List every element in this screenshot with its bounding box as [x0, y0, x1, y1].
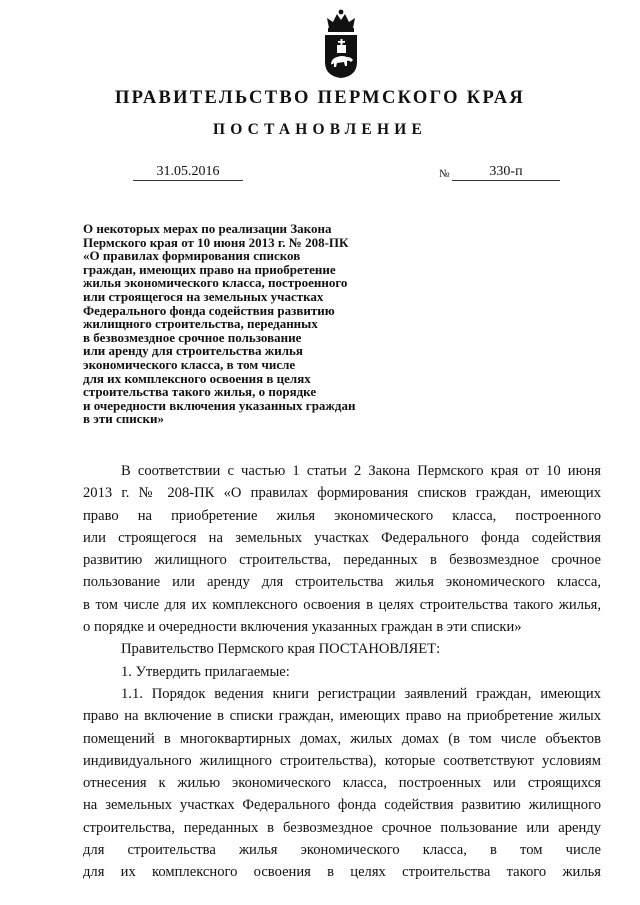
subject-line: для их комплексного освоения в целях	[83, 370, 311, 386]
subject-line: Федерального фонда содействия развитию	[83, 302, 335, 318]
perm-krai-coat-of-arms	[322, 6, 360, 78]
body-line: в том числе для их комплексного освоения в целях строительства такого жилья,	[83, 596, 601, 613]
subject-line: жилья экономического класса, построенного	[83, 275, 348, 291]
document-subject	[83, 222, 413, 426]
body-line: право на приобретение жилья экономического класса, построенного	[83, 507, 601, 524]
subject-line: строительства такого жилья, о порядке	[83, 384, 317, 400]
body-line: право на включение в списки граждан, имеющих право на приобретение жилых	[83, 708, 601, 725]
document-body	[83, 460, 601, 884]
body-line: на земельных участках Федерального фонда содействия развитию жилищного	[83, 797, 601, 814]
subject-line: «О правилах формирования списков	[83, 248, 301, 264]
body-line: Правительство Пермского края ПОСТАНОВЛЯЕТ:	[121, 641, 441, 658]
subject-line: в безвозмездное срочное пользование	[83, 329, 302, 345]
body-line: о порядке и очередности включения указанных граждан в эти списки»	[83, 619, 522, 636]
document-type-title: ПОСТАНОВЛЕНИЕ	[212, 121, 428, 138]
body-line: строительства, переданных в безвозмездное срочное пользование или аренду	[83, 819, 601, 836]
body-line: 2013 г. № 208-ПК «О правилах формирования списков граждан, имеющих	[83, 485, 601, 502]
body-line: для строительства жилья экономического класса, в том числе	[83, 842, 601, 859]
body-line: или строящегося на земельных участках Федерального фонда содействия	[83, 529, 601, 546]
body-line: В соответствии с частью 1 статьи 2 Закона Пермского края от 10 июня	[121, 463, 601, 479]
subject-line: экономического класса, в том числе	[83, 356, 296, 372]
body-line: 1. Утвердить прилагаемые:	[121, 663, 290, 680]
subject-line: Пермского края от 10 июня 2013 г. № 208-ПК	[83, 234, 349, 250]
number-sign: №	[439, 168, 450, 180]
body-line: помещений в многоквартирных домах, жилых домах (в том числе объектов	[83, 730, 601, 747]
subject-line: или аренду для строительства жилья	[83, 343, 303, 359]
subject-line: и очередности включения указанных граждан	[83, 397, 356, 413]
body-line: отнесения к жилью экономического класса, построенных или строящихся	[83, 775, 601, 792]
organization-title: ПРАВИТЕЛЬСТВО ПЕРМСКОГО КРАЯ	[114, 88, 526, 108]
body-line: для их комплексного освоения в целях строительства такого жилья	[83, 864, 601, 881]
document-date: 31.05.2016	[133, 164, 243, 181]
subject-line: в эти списки»	[83, 411, 165, 427]
body-line: развитию жилищного строительства, переданных в безвозмездное срочное	[83, 552, 601, 569]
subject-line: граждан, имеющих право на приобретение	[83, 261, 336, 277]
subject-line: жилищного строительства, переданных	[83, 316, 318, 332]
body-line: 1.1. Порядок ведения книги регистрации заявлений граждан, имеющих	[121, 685, 601, 702]
body-line: индивидуального жилищного строительства), которые соответствуют условиям	[83, 752, 601, 769]
subject-line: О некоторых мерах по реализации Закона	[83, 221, 332, 236]
subject-line: или строящегося на земельных участках	[83, 288, 324, 304]
body-line: пользование или аренду для строительства жилья экономического класса,	[83, 574, 601, 591]
document-number: 330-п	[452, 164, 560, 181]
